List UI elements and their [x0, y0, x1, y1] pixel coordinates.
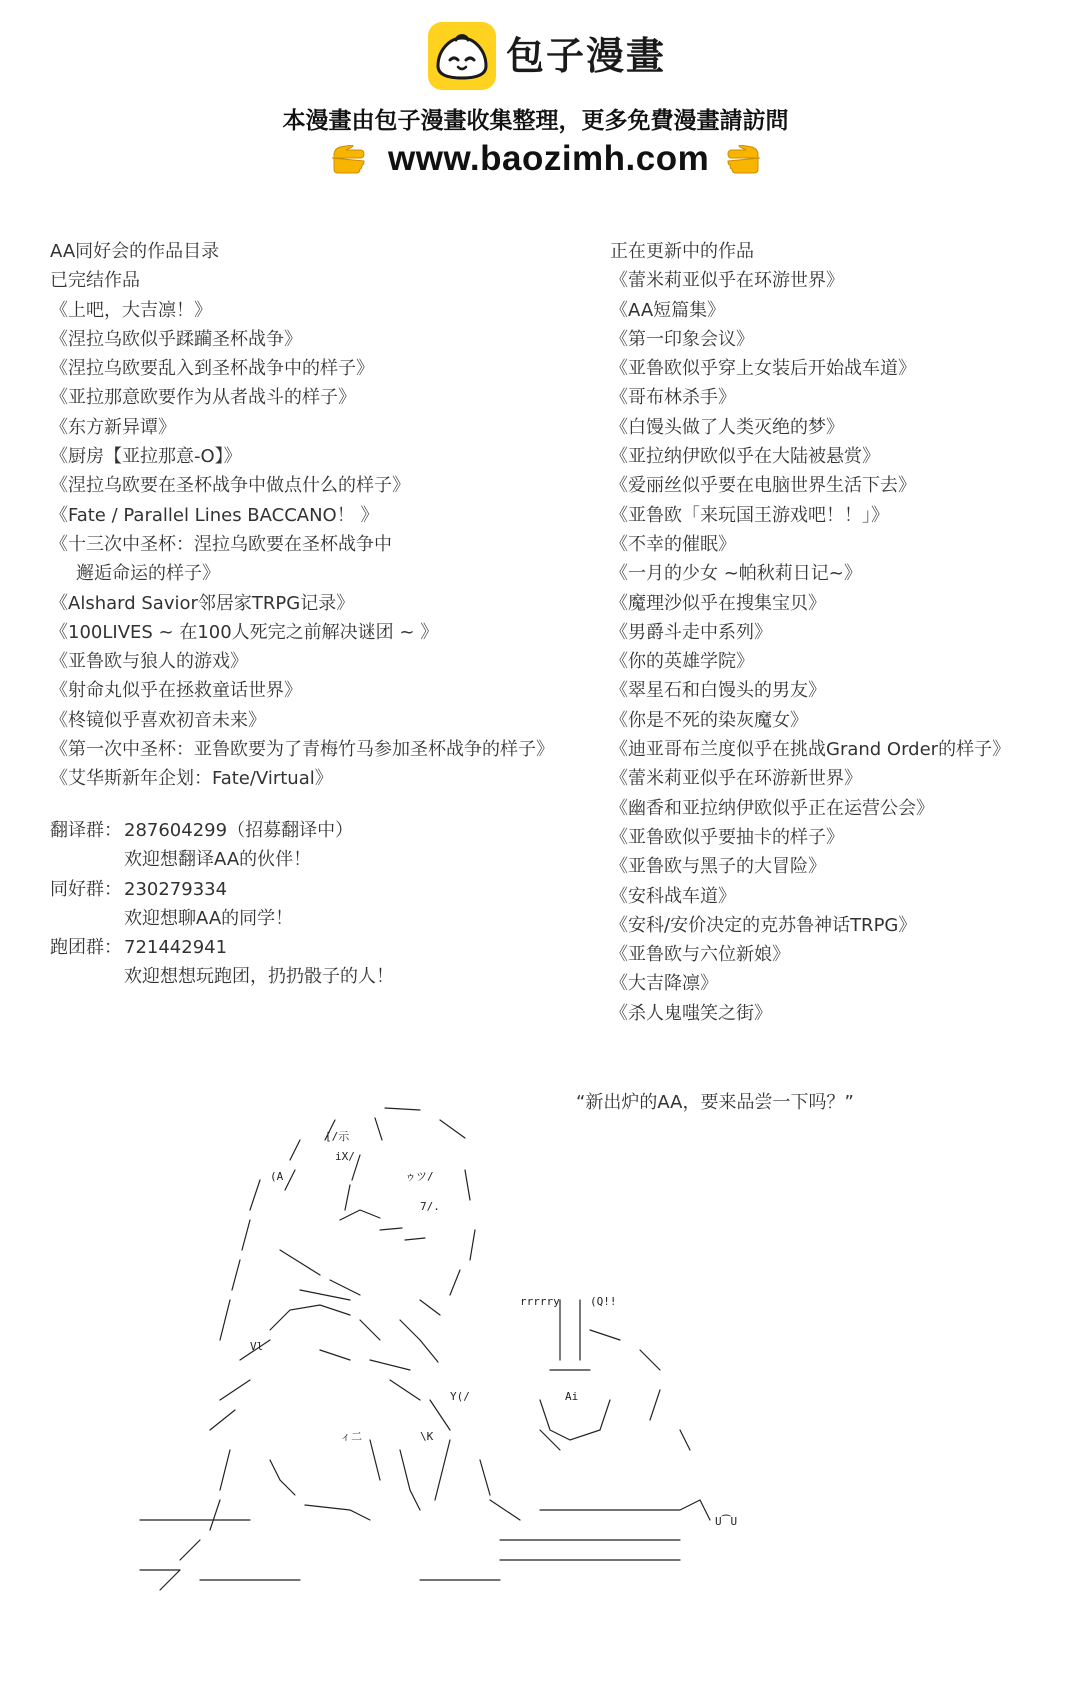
aa-glyph: [/示 [325, 1130, 350, 1143]
group-number: 230279334 [124, 878, 228, 900]
list-item: 《魔理沙似乎在搜集宝贝》 [610, 592, 826, 614]
list-item: 《不幸的催眠》 [610, 533, 736, 555]
aa-glyph: \K [420, 1430, 434, 1443]
list-item: 《亚拉那意欧要作为从者战斗的样子》 [50, 387, 356, 409]
list-item: 《蕾米莉亚似乎在环游新世界》 [610, 768, 862, 790]
list-item: 《上吧，大吉凛！》 [50, 299, 212, 321]
group-desc: 欢迎想翻译AA的伙伴！ [124, 849, 312, 871]
group-number: 721442941 [124, 937, 228, 959]
list-item: 《厨房【亚拉那意-O】》 [50, 446, 242, 468]
site-url-link[interactable]: www.baozimh.com [388, 139, 710, 178]
list-item: 《大吉降凛》 [610, 973, 718, 995]
brand-banner [0, 22, 1071, 96]
aa-glyph: rrrrry [520, 1295, 560, 1308]
list-item: 《安科/安价决定的克苏鲁神话TRPG》 [610, 914, 917, 936]
list-item: 《Alshard Savior邻居家TRPG记录》 [50, 592, 355, 614]
list-item: 《一月的少女 ~帕秋莉日记~》 [610, 563, 862, 585]
group-label: 同好群： [50, 878, 122, 900]
group-desc: 欢迎想聊AA的同学！ [124, 907, 294, 929]
pointing-hand-icon [330, 145, 376, 175]
brand-name: 包子漫畫 [506, 34, 667, 78]
ongoing-works-list [610, 237, 1060, 1028]
list-item: 《安科战车道》 [610, 885, 736, 907]
list-item: 《涅拉乌欧要在圣杯战争中做点什么的样子》 [50, 475, 410, 497]
aa-glyph: 7/. [420, 1200, 440, 1213]
list-item: 《Fate / Parallel Lines BACCANO！ 》 [50, 504, 379, 526]
list-item: 《哥布林杀手》 [610, 387, 736, 409]
aa-glyph: (Q!! [590, 1295, 617, 1308]
list-item: 《你的英雄学院》 [610, 651, 754, 673]
list-item: 《涅拉乌欧似乎蹂躏圣杯战争》 [50, 328, 302, 350]
catalog-heading: AA同好会的作品目录 [50, 241, 220, 262]
list-item: 《白馒头做了人类灭绝的梦》 [610, 416, 844, 438]
aa-glyph: iX/ [335, 1150, 355, 1163]
list-item: 《东方新异谭》 [50, 416, 176, 438]
ascii-art-figure [120, 1100, 760, 1620]
list-item: 《柊镜似乎喜欢初音未来》 [50, 709, 266, 731]
aa-glyph: Ai [565, 1390, 579, 1403]
list-item: 《第一次中圣杯：亚鲁欧要为了青梅竹马参加圣杯战争的样子》 [50, 739, 554, 761]
aa-glyph: Vl [250, 1340, 264, 1353]
group-label: 翻译群： [50, 820, 122, 841]
aa-glyph: (A [270, 1170, 284, 1183]
list-item: 《艾华斯新年企划：Fate/Virtual》 [50, 768, 333, 790]
list-item: 《翠星石和白馒头的男友》 [610, 680, 826, 702]
list-item: 《亚鲁欧与狼人的游戏》 [50, 651, 248, 673]
list-item: 《十三次中圣杯：涅拉乌欧要在圣杯战争中 [50, 533, 392, 555]
aa-glyph: U⁀U [715, 1515, 738, 1528]
speech-caption: “新出炉的AA，要来品尝一下吗？” [576, 1092, 854, 1113]
list-item: 《AA短篇集》 [610, 299, 726, 321]
list-item: 《亚鲁欧与六位新娘》 [610, 944, 790, 966]
group-label: 跑团群： [50, 937, 122, 959]
list-item: 《幽香和亚拉纳伊欧似乎正在运营公会》 [610, 797, 934, 819]
finished-heading: 已完结作品 [50, 270, 140, 292]
list-item: 《100LIVES ~ 在100人死完之前解决谜团 ~ 》 [50, 621, 439, 643]
list-item: 《亚鲁欧「来玩国王游戏吧！！」》 [610, 504, 889, 526]
translation-group [50, 816, 550, 845]
list-item: 《射命丸似乎在拯救童话世界》 [50, 680, 302, 702]
bun-logo-icon [428, 22, 496, 90]
list-item-continuation: 邂逅命运的样子》 [76, 563, 220, 585]
tagline: 本漫畫由包子漫畫收集整理，更多免費漫畫請訪問 [282, 108, 789, 134]
list-item: 《你是不死的染灰魔女》 [610, 709, 808, 731]
list-item: 《亚鲁欧似乎穿上女装后开始战车道》 [610, 358, 916, 380]
list-item: 《迪亚哥布兰度似乎在挑战Grand Order的样子》 [610, 739, 1011, 761]
list-item: 《涅拉乌欧要乱入到圣杯战争中的样子》 [50, 358, 374, 380]
list-item: 《亚拉纳伊欧似乎在大陆被悬赏》 [610, 446, 880, 468]
pointing-hand-icon [716, 145, 762, 175]
list-item: 《蕾米莉亚似乎在环游世界》 [610, 270, 844, 292]
list-item: 《第一印象会议》 [610, 328, 754, 350]
list-item: 《亚鲁欧与黑子的大冒险》 [610, 856, 826, 878]
list-item: 《亚鲁欧似乎要抽卡的样子》 [610, 826, 844, 848]
aa-glyph: ゥツ/ [405, 1170, 434, 1183]
group-desc: 欢迎想想玩跑团，扔扔骰子的人！ [124, 966, 394, 988]
list-item: 《爱丽丝似乎要在电脑世界生活下去》 [610, 475, 916, 497]
trpg-group [50, 933, 550, 962]
fan-group [50, 875, 550, 904]
site-url-row [0, 137, 1071, 183]
aa-glyph: ィ二 [340, 1430, 362, 1443]
ongoing-heading: 正在更新中的作品 [610, 241, 754, 262]
list-item: 《男爵斗走中系列》 [610, 621, 772, 643]
aa-glyph: Y(/ [450, 1390, 470, 1403]
list-item: 《杀人鬼嗤笑之街》 [610, 1002, 772, 1024]
finished-works-list [50, 237, 580, 794]
group-contacts [50, 816, 550, 992]
group-number: 287604299（招募翻译中） [124, 820, 354, 841]
